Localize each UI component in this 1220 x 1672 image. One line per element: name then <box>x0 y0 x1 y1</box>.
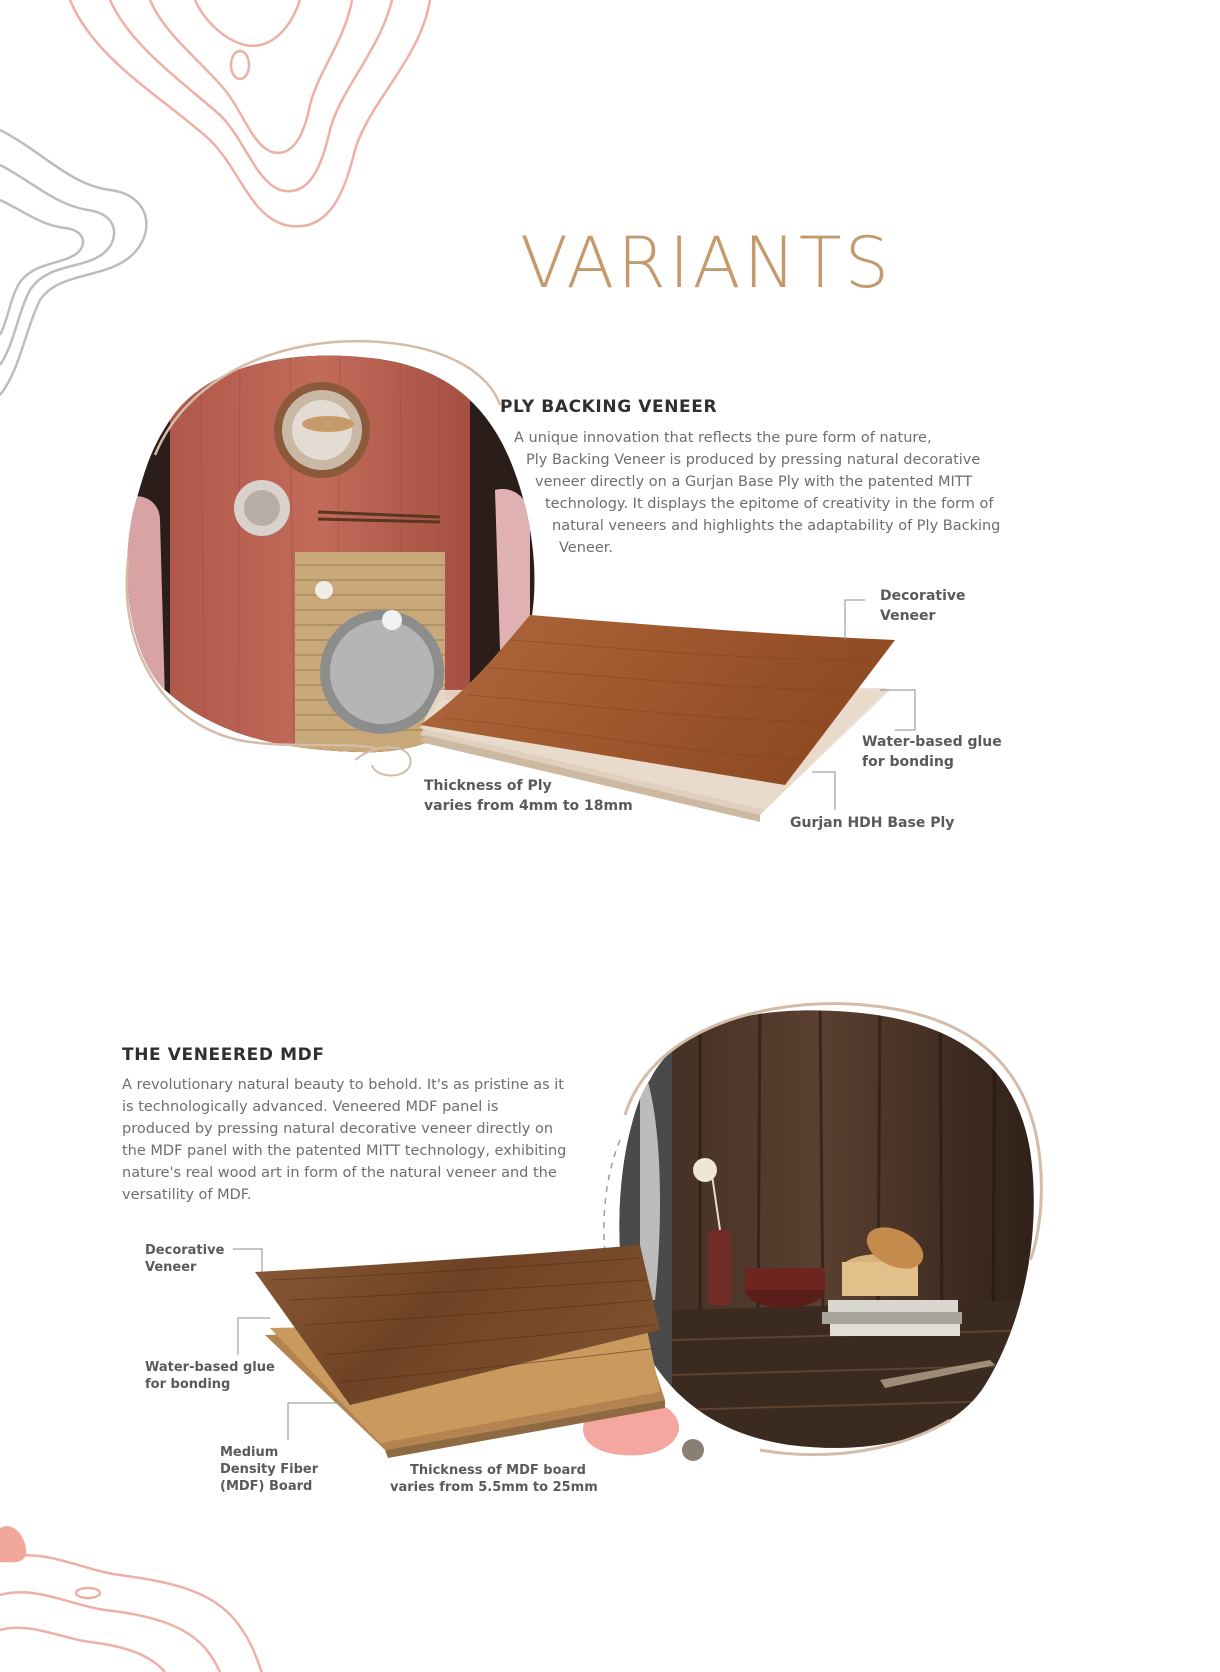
description-line: is technologically advanced. Veneered MDF panel is <box>122 1099 499 1115</box>
description-line: nature's real wood art in form of the natural veneer and the <box>122 1165 557 1181</box>
callout-line: Veneer <box>145 1260 197 1275</box>
mdf-glue-callout <box>145 1359 275 1393</box>
callout-line: Density Fiber <box>220 1462 319 1477</box>
description-line: produced by pressing natural decorative veneer directly on <box>122 1121 554 1137</box>
callout-line: (MDF) Board <box>220 1479 313 1494</box>
description-line: the MDF panel with the patented MITT technology, exhibiting <box>122 1143 567 1159</box>
mdf-decorative-veneer-callout <box>145 1242 224 1276</box>
description-line: Veneer. <box>559 540 613 556</box>
description-line: natural veneers and highlights the adaptability of Ply Backing <box>552 518 1001 534</box>
wooden-wall-shelf-photo-icon <box>600 1000 1040 1460</box>
description-line: technology. It displays the epitome of creativity in the form of <box>545 496 994 512</box>
description-line: A revolutionary natural beauty to behold. It's as pristine as it <box>122 1077 564 1093</box>
callout-line: Thickness of Ply <box>424 778 552 794</box>
callout-line: Decorative <box>880 588 966 604</box>
callout-line: Water-based glue <box>862 734 1002 750</box>
callout-line: Medium <box>220 1445 279 1460</box>
description-line: Ply Backing Veneer is produced by pressing natural decorative <box>526 452 981 468</box>
veneered-mdf-heading: THE VENEERED MDF <box>122 1045 325 1065</box>
callout-line: for bonding <box>145 1377 231 1392</box>
ply-backing-veneer-heading: PLY BACKING VENEER <box>500 397 718 417</box>
callout-line: Water-based glue <box>145 1360 275 1375</box>
callout-line: Decorative <box>145 1243 225 1258</box>
callout-line: Thickness of MDF board <box>410 1463 586 1478</box>
description-line: A unique innovation that reflects the pure form of nature, <box>514 430 932 446</box>
mdf-thickness-callout <box>390 1462 598 1496</box>
callout-line: Gurjan HDH Base Ply <box>790 815 955 831</box>
page-title: VARIANTS <box>520 222 893 304</box>
callout-line: for bonding <box>862 754 954 770</box>
callout-line: Veneer <box>880 608 936 624</box>
callout-line: varies from 5.5mm to 25mm <box>390 1480 598 1495</box>
callout-line: varies from 4mm to 18mm <box>424 798 633 814</box>
description-line: veneer directly on a Gurjan Base Ply with the patented MITT <box>535 474 973 490</box>
mdf-base-callout <box>220 1444 318 1495</box>
description-line: versatility of MDF. <box>122 1187 252 1203</box>
